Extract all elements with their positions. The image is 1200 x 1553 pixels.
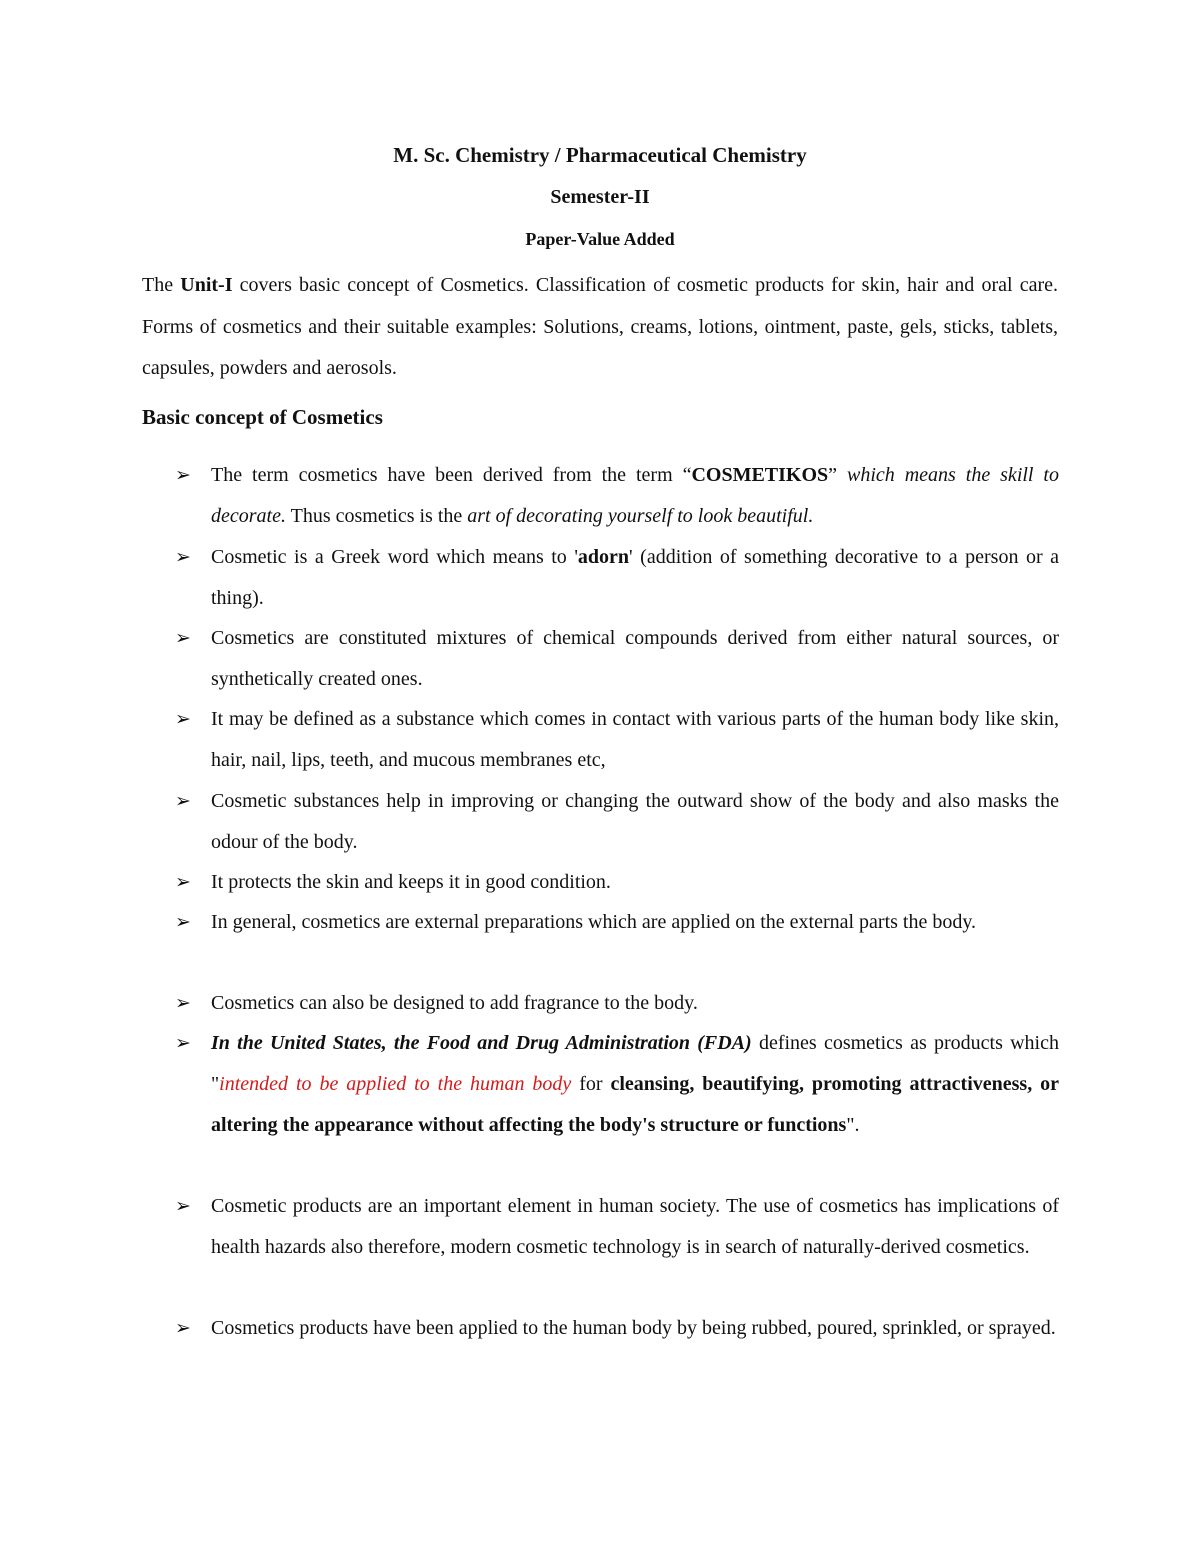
bullet-italic: art of decorating yourself to look beautiful. <box>467 505 814 527</box>
list-item <box>175 1023 1060 1146</box>
bullet-text: It may be defined as a substance which comes in contact with various parts of the human body like skin, hair, nail, lips, teeth, and mucous membranes etc, <box>211 708 1059 771</box>
bullet-lead: In the United States, the Food and Drug Administration (FDA) <box>211 1032 752 1054</box>
arrow-bullet-icon: ➢ <box>175 546 191 568</box>
list-item <box>175 699 1059 781</box>
section-heading: Basic concept of Cosmetics <box>142 405 383 429</box>
paper-label: Paper-Value Added <box>525 229 675 249</box>
bullet-text: Cosmetic is a Greek word which means to ' <box>211 546 578 568</box>
intro-unit: Unit-I <box>180 274 233 296</box>
arrow-bullet-icon: ➢ <box>175 992 191 1014</box>
bullet-text: In general, cosmetics are external preparations which are applied on the external parts the body. <box>211 911 977 933</box>
intro-text: covers basic concept of Cosmetics. Classification of cosmetic products for skin, hair and oral care. Forms of cosmetics and their suitable examples: Solutions, creams, lotions, ointment, paste, gels, sticks, tablets, capsules, powders and aerosols. <box>142 274 1059 379</box>
arrow-bullet-icon: ➢ <box>175 1317 191 1339</box>
bullet-text: ” <box>828 464 847 486</box>
arrow-bullet-icon: ➢ <box>175 464 191 486</box>
bullet-text: Cosmetic substances help in improving or changing the outward show of the body and also masks the odour of the body. <box>211 790 1059 853</box>
arrow-bullet-icon: ➢ <box>175 871 191 893</box>
arrow-bullet-icon: ➢ <box>175 708 191 730</box>
list-item <box>175 1186 1059 1268</box>
arrow-bullet-icon: ➢ <box>175 1195 191 1217</box>
list-item <box>175 618 1059 700</box>
bullet-text: Thus cosmetics is the <box>285 505 468 527</box>
bullet-text: Cosmetic products are an important element in human society. The use of cosmetics has implications of health hazards also therefore, modern cosmetic technology is in search of naturally-derived cosmetics. <box>211 1195 1059 1258</box>
list-item <box>175 455 1059 537</box>
bullet-text: defines cosmetics as products which " <box>211 1032 1059 1095</box>
list-item <box>175 983 1059 1024</box>
bullet-text: ". <box>846 1114 860 1136</box>
bullet-text: The term cosmetics have been derived from the term “ <box>211 464 692 486</box>
bullet-bold: cleansing, beautifying, promoting attractiveness, or altering the appearance without affecting the body's structure or functions <box>211 1073 1060 1136</box>
arrow-bullet-icon: ➢ <box>175 1032 191 1054</box>
bullet-term: COSMETIKOS <box>691 464 829 486</box>
document-title: M. Sc. Chemistry / Pharmaceutical Chemistry <box>393 143 807 167</box>
bullet-text: ' (addition of something decorative to a person or a thing). <box>211 546 1059 609</box>
list-item <box>175 862 1059 903</box>
arrow-bullet-icon: ➢ <box>175 627 191 649</box>
list-item <box>175 1308 1059 1349</box>
bullet-text: for <box>571 1073 611 1095</box>
list-item <box>175 781 1059 863</box>
bullet-italic: which means the skill to decorate. <box>211 464 1059 527</box>
arrow-bullet-icon: ➢ <box>175 790 191 812</box>
bullet-text: It protects the skin and keeps it in good condition. <box>211 871 611 893</box>
bullet-text: Cosmetics products have been applied to the human body by being rubbed, poured, sprinkled, or sprayed. <box>211 1317 1056 1339</box>
bullet-red-italic: intended to be applied to the human body <box>219 1073 572 1095</box>
intro-prefix: The <box>142 274 181 296</box>
list-item <box>175 902 1059 943</box>
list-item <box>175 537 1059 619</box>
intro-paragraph <box>142 265 1058 390</box>
bullet-text: Cosmetics can also be designed to add fragrance to the body. <box>211 992 698 1014</box>
bullet-text: Cosmetics are constituted mixtures of chemical compounds derived from either natural sources, or synthetically created ones. <box>211 627 1059 690</box>
semester-label: Semester-II <box>550 186 650 208</box>
arrow-bullet-icon: ➢ <box>175 911 191 933</box>
bullet-term: adorn <box>577 546 630 568</box>
